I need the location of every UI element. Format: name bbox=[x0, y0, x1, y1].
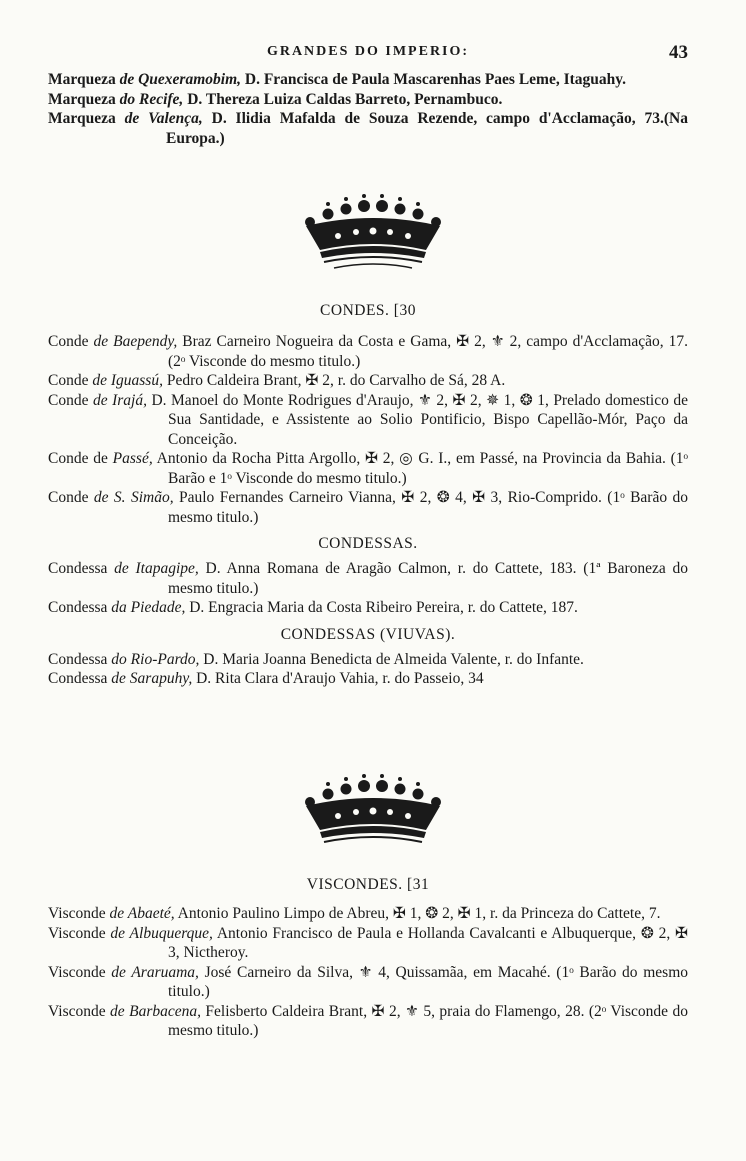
list-item: Conde de S. Simão, Paulo Fernandes Carneiro Vianna, ✠ 2, ❂ 4, ✠ 3, Rio-Comprido. (1ᵒ Barão do mesmo titulo.) bbox=[48, 489, 688, 526]
list-item: Marqueza de Valença, D. Ilidia Mafalda de Souza Rezende, campo d'Acclamação, 73.(Na Europa.) bbox=[48, 110, 688, 147]
list-item: Marqueza do Recife, D. Thereza Luiza Caldas Barreto, Pernambuco. bbox=[48, 90, 503, 108]
page-header bbox=[48, 44, 688, 66]
list-item: Conde de Irajá, D. Manoel do Monte Rodrigues d'Araujo, ⚜ 2, ✠ 2, ✵ 1, ❂ 1, Prelado domestico de Sua Santidade, e Assistente ao Solio Pontificio, Bispo Capellão-Mór, Paço da Conceição. bbox=[48, 391, 688, 448]
list-item: Condessa de Sarapuhy, D. Rita Clara d'Araujo Vahia, r. do Passeio, 34 bbox=[48, 670, 484, 687]
page-number: 43 bbox=[669, 42, 688, 63]
viscondes-section bbox=[48, 876, 688, 1041]
list-item: Conde de Baependy, Braz Carneiro Nogueira da Costa e Gama, ✠ 2, ⚜ 2, campo d'Acclamação, 17. (2ᵒ Visconde do mesmo titulo.) bbox=[48, 333, 689, 370]
coronet-ornament bbox=[0, 772, 746, 852]
list-item: Condessa de Itapagipe, D. Anna Romana de Aragão Calmon, r. do Cattete, 183. (1ª Baroneza do mesmo titulo.) bbox=[48, 560, 688, 597]
list-item: Visconde de Barbacena, Felisberto Caldeira Brant, ✠ 2, ⚜ 5, praia do Flamengo, 28. (2ᵒ Visconde do mesmo titulo.) bbox=[48, 1002, 688, 1039]
crown-icon bbox=[298, 192, 448, 272]
list-item: Visconde de Abaeté, Antonio Paulino Limpo de Abreu, ✠ 1, ❂ 2, ✠ 1, r. da Princeza do Cattete, 7. bbox=[48, 905, 661, 922]
section-heading: VISCONDES. [31 bbox=[306, 876, 430, 893]
list-item: Marqueza de Quexeramobim, D. Francisca de Paula Mascarenhas Paes Leme, Itaguahy. bbox=[48, 71, 627, 88]
list-item: Condessa do Rio-Pardo, D. Maria Joanna Benedicta de Almeida Valente, r. do Infante. bbox=[48, 650, 584, 668]
section-heading: CONDESSAS (VIUVAS). bbox=[280, 625, 456, 643]
section-heading: CONDES. [30 bbox=[320, 302, 416, 319]
list-item: Visconde de Araruama, José Carneiro da Silva, ⚜ 4, Quissamãa, em Macahé. (1ᵒ Barão do mesmo titulo.) bbox=[48, 963, 688, 1000]
crown-icon bbox=[298, 772, 448, 852]
list-item: Visconde de Albuquerque, Antonio Francisco de Paula e Hollanda Cavalcanti e Albuquerque, ❂ 2, ✠ 3, Nictheroy. bbox=[48, 924, 688, 961]
running-head: GRANDES DO IMPERIO: bbox=[266, 44, 470, 59]
marquezas-list bbox=[48, 70, 688, 148]
condes-section bbox=[48, 302, 688, 689]
list-item: Conde de Iguassú, Pedro Caldeira Brant, ✠ 2, r. do Carvalho de Sá, 28 A. bbox=[48, 372, 506, 389]
list-item: Conde de Passé, Antonio da Rocha Pitta Argollo, ✠ 2, ◎ G. I., em Passé, na Provincia da Bahia. (1ᵒ Barão e 1ᵒ Visconde do mesmo titulo.) bbox=[48, 450, 688, 487]
coronet-ornament bbox=[0, 192, 746, 272]
list-item: Condessa da Piedade, D. Engracia Maria da Costa Ribeiro Pereira, r. do Cattete, 187. bbox=[48, 599, 578, 616]
section-heading: CONDESSAS. bbox=[318, 535, 418, 552]
